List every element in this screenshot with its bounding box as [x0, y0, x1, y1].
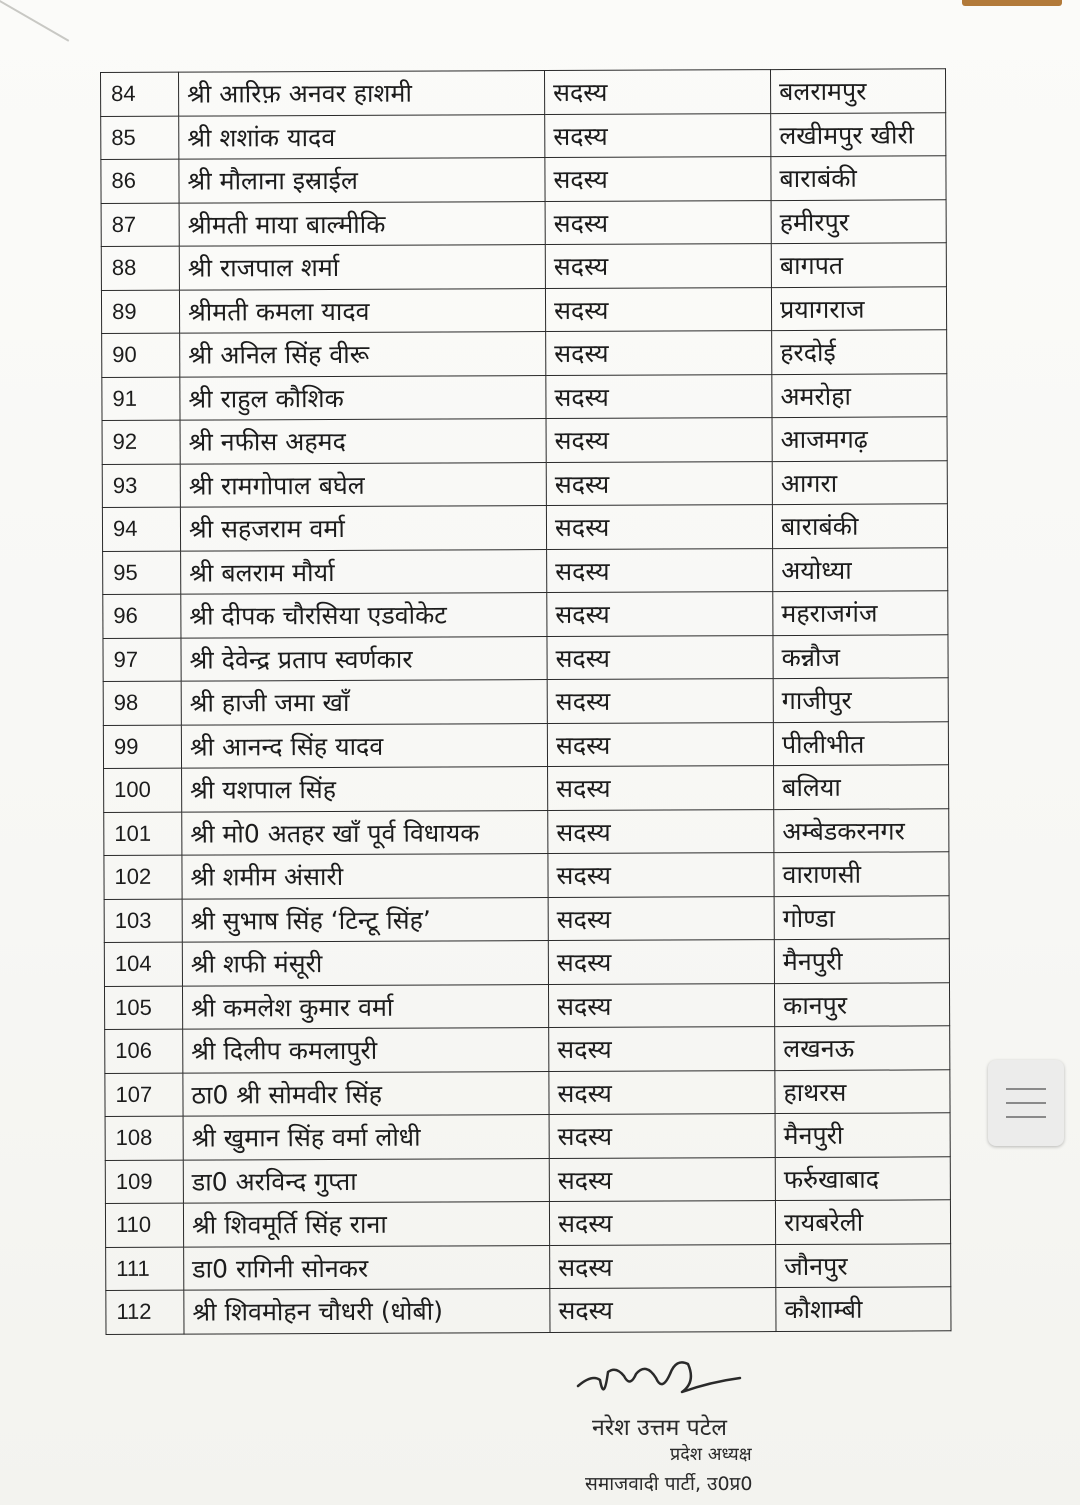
- member-district: बागपत: [771, 243, 946, 287]
- table-row: [103, 591, 948, 638]
- member-district: प्रयागराज: [771, 286, 946, 330]
- member-post: सदस्य: [549, 1070, 775, 1114]
- row-number: 96: [103, 594, 181, 638]
- member-district: बलिया: [774, 765, 949, 809]
- members-table: [100, 68, 952, 1334]
- table-row: [101, 243, 946, 290]
- table-row: [103, 678, 948, 725]
- member-district: बाराबंकी: [772, 504, 947, 548]
- member-district: हमीरपुर: [771, 199, 946, 243]
- member-post: सदस्य: [546, 374, 772, 418]
- row-number: 91: [102, 377, 180, 421]
- member-post: सदस्य: [545, 244, 771, 288]
- member-name: श्री दीपक चौरसिया एडवोकेट: [181, 593, 547, 638]
- member-name: श्री शिवमूर्ति सिंह राना: [183, 1202, 549, 1247]
- row-number: 108: [105, 1116, 183, 1160]
- member-name: श्रीमती कमला यादव: [179, 288, 545, 333]
- table-row: [104, 765, 949, 812]
- row-number: 109: [105, 1160, 183, 1204]
- member-district: बाराबंकी: [771, 156, 946, 200]
- table-row: [103, 634, 948, 681]
- member-name: श्री मो0 अतहर खाँ पूर्व विधायक: [182, 810, 548, 855]
- row-number: 100: [104, 768, 182, 812]
- member-district: कौशाम्बी: [776, 1287, 951, 1331]
- member-name: श्री सुभाष सिंह ‘टिन्टू सिंह’: [182, 897, 548, 942]
- member-post: सदस्य: [546, 331, 772, 375]
- table-row: [102, 417, 947, 464]
- member-district: गाजीपुर: [773, 678, 948, 722]
- member-district: कन्नौज: [773, 634, 948, 678]
- table-row: [101, 112, 946, 159]
- row-number: 99: [103, 725, 181, 769]
- table-row: [104, 982, 949, 1029]
- table-row: [106, 1287, 951, 1334]
- member-post: सदस्य: [550, 1288, 776, 1332]
- members-table-body: [101, 69, 951, 1334]
- member-post: सदस्य: [546, 418, 772, 462]
- table-row: [106, 1243, 951, 1290]
- table-row: [101, 69, 946, 116]
- hamburger-menu-icon[interactable]: [988, 1060, 1064, 1146]
- member-post: सदस्य: [550, 1244, 776, 1288]
- paper-corner-tab: [962, 0, 1062, 6]
- member-district: मैनपुरी: [775, 1113, 950, 1157]
- member-post: सदस्य: [547, 635, 773, 679]
- member-district: आगरा: [772, 460, 947, 504]
- row-number: 95: [103, 551, 181, 595]
- row-number: 112: [106, 1290, 184, 1334]
- signatory-title: प्रदेश अध्यक्ष: [670, 1444, 752, 1465]
- member-name: श्री रामगोपाल बघेल: [180, 462, 546, 507]
- row-number: 110: [105, 1203, 183, 1247]
- member-name: श्री शफी मंसूरी: [182, 941, 548, 986]
- member-name: श्री दिलीप कमलापुरी: [183, 1028, 549, 1073]
- member-name: श्री शिवमोहन चौधरी (धोबी): [184, 1289, 550, 1334]
- member-post: सदस्य: [548, 983, 774, 1027]
- row-number: 106: [105, 1029, 183, 1073]
- member-name: श्री राहुल कौशिक: [180, 375, 546, 420]
- paper-fold-line: [0, 0, 69, 76]
- row-number: 103: [104, 899, 182, 943]
- member-post: सदस्य: [548, 940, 774, 984]
- row-number: 84: [101, 72, 179, 116]
- row-number: 111: [106, 1247, 184, 1291]
- table-row: [104, 852, 949, 899]
- member-post: सदस्य: [547, 679, 773, 723]
- table-row: [105, 1113, 950, 1160]
- member-post: सदस्य: [549, 1201, 775, 1245]
- member-name: श्री खुमान सिंह वर्मा लोधी: [183, 1115, 549, 1160]
- member-district: फर्रुखाबाद: [775, 1156, 950, 1200]
- table-row: [102, 504, 947, 551]
- table-row: [102, 330, 947, 377]
- table-row: [101, 156, 946, 203]
- member-district: लखनऊ: [775, 1026, 950, 1070]
- member-post: सदस्य: [545, 287, 771, 331]
- member-name: श्री राजपाल शर्मा: [179, 245, 545, 290]
- row-number: 104: [104, 942, 182, 986]
- member-district: मैनपुरी: [774, 939, 949, 983]
- table-row: [103, 721, 948, 768]
- member-district: वाराणसी: [774, 852, 949, 896]
- member-name: डा0 अरविन्द गुप्ता: [183, 1158, 549, 1203]
- member-post: सदस्य: [548, 853, 774, 897]
- table-row: [102, 460, 947, 507]
- row-number: 94: [102, 507, 180, 551]
- row-number: 87: [101, 203, 179, 247]
- row-number: 105: [104, 986, 182, 1030]
- member-name: ठा0 श्री सोमवीर सिंह: [183, 1071, 549, 1116]
- table-row: [105, 1069, 950, 1116]
- row-number: 101: [104, 812, 182, 856]
- member-district: बलरामपुर: [770, 69, 945, 113]
- member-post: सदस्य: [549, 1114, 775, 1158]
- member-name: श्री शशांक यादव: [179, 114, 545, 159]
- member-name: श्री मौलाना इस्राईल: [179, 158, 545, 203]
- row-number: 90: [102, 333, 180, 377]
- member-post: सदस्य: [545, 200, 771, 244]
- member-post: सदस्य: [547, 592, 773, 636]
- member-name: श्री कमलेश कुमार वर्मा: [182, 984, 548, 1029]
- member-post: सदस्य: [545, 157, 771, 201]
- row-number: 107: [105, 1073, 183, 1117]
- member-name: श्री अनिल सिंह वीरू: [180, 332, 546, 377]
- member-district: जौनपुर: [776, 1243, 951, 1287]
- member-post: सदस्य: [548, 896, 774, 940]
- member-name: श्री आरिफ़ अनवर हाशमी: [179, 71, 545, 116]
- table-row: [104, 939, 949, 986]
- row-number: 92: [102, 420, 180, 464]
- member-post: सदस्य: [546, 505, 772, 549]
- member-name: श्री हाजी जमा खाँ: [181, 680, 547, 725]
- member-post: सदस्य: [548, 766, 774, 810]
- member-name: श्री आनन्द सिंह यादव: [181, 723, 547, 768]
- handwritten-signature: [570, 1352, 770, 1412]
- member-name: श्री सहजराम वर्मा: [180, 506, 546, 551]
- member-district: लखीमपुर खीरी: [771, 112, 946, 156]
- member-district: अम्बेडकरनगर: [774, 808, 949, 852]
- member-name: श्री नफीस अहमद: [180, 419, 546, 464]
- row-number: 86: [101, 159, 179, 203]
- table-row: [105, 1026, 950, 1073]
- member-name: श्री शमीम अंसारी: [182, 854, 548, 899]
- member-district: पीलीभीत: [773, 721, 948, 765]
- member-district: रायबरेली: [775, 1200, 950, 1244]
- table-row: [104, 808, 949, 855]
- member-district: महराजगंज: [773, 591, 948, 635]
- row-number: 89: [101, 290, 179, 334]
- member-name: श्री यशपाल सिंह: [182, 767, 548, 812]
- row-number: 88: [101, 246, 179, 290]
- member-name: श्री देवेन्द्र प्रताप स्वर्णकार: [181, 636, 547, 681]
- member-district: कानपुर: [774, 982, 949, 1026]
- member-post: सदस्य: [544, 70, 770, 114]
- row-number: 97: [103, 638, 181, 682]
- table-row: [102, 373, 947, 420]
- member-post: सदस्य: [547, 722, 773, 766]
- row-number: 98: [103, 681, 181, 725]
- member-district: आजमगढ़: [772, 417, 947, 461]
- member-district: हाथरस: [775, 1069, 950, 1113]
- table-row: [104, 895, 949, 942]
- member-post: सदस्य: [545, 113, 771, 157]
- signatory-name: नरेश उत्तम पटेल: [592, 1415, 727, 1441]
- table-row: [101, 286, 946, 333]
- member-district: अमरोहा: [772, 373, 947, 417]
- member-district: गोण्डा: [774, 895, 949, 939]
- member-post: सदस्य: [547, 548, 773, 592]
- member-district: हरदोई: [772, 330, 947, 374]
- member-post: सदस्य: [548, 809, 774, 853]
- member-name: डा0 रागिनी सोनकर: [184, 1245, 550, 1290]
- row-number: 85: [101, 116, 179, 160]
- member-district: अयोध्या: [773, 547, 948, 591]
- member-name: श्री बलराम मौर्या: [181, 549, 547, 594]
- member-post: सदस्य: [546, 461, 772, 505]
- signatory-party: समाजवादी पार्टी, उ0प्र0: [585, 1473, 753, 1495]
- table-row: [103, 547, 948, 594]
- table-row: [101, 199, 946, 246]
- row-number: 102: [104, 855, 182, 899]
- table-row: [105, 1200, 950, 1247]
- member-post: सदस्य: [549, 1157, 775, 1201]
- member-post: सदस्य: [549, 1027, 775, 1071]
- row-number: 93: [102, 464, 180, 508]
- signature-block: [560, 1352, 820, 1495]
- table-row: [105, 1156, 950, 1203]
- member-name: श्रीमती माया बाल्मीकि: [179, 201, 545, 246]
